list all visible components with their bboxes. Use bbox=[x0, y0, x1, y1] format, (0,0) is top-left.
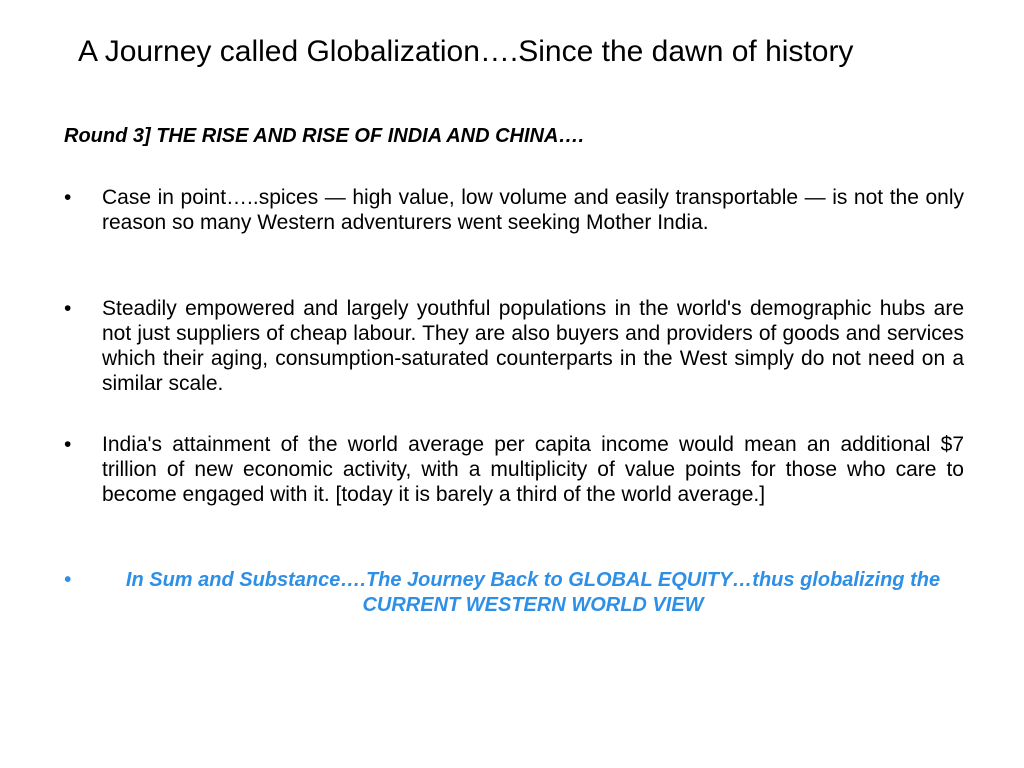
bullet-text-3: India's attainment of the world average per capita income would mean an additional $7 trillion of new economic activity, with a multiplicity of value points for those who care to become engaged with it. [today it is barely a third of the world average.] bbox=[102, 433, 964, 506]
bullet-text-2: Steadily empowered and largely youthful populations in the world's demographic hubs are not just suppliers of cheap labour. They are also buyers and providers of goods and services which their aging, consumption-saturated counterparts in the West simply do not need on a similar scale. bbox=[102, 297, 964, 395]
bullet-item-summary bbox=[64, 568, 964, 618]
summary-text: In Sum and Substance….The Journey Back to GLOBAL EQUITY…thus globalizing the CURRENT WESTERN WORLD VIEW bbox=[125, 569, 941, 616]
slide-subtitle: Round 3] THE RISE AND RISE OF INDIA AND CHINA…. bbox=[64, 125, 584, 147]
bullet-icon: • bbox=[64, 186, 72, 209]
bullet-item-3 bbox=[64, 432, 964, 507]
bullet-item-1 bbox=[64, 185, 964, 235]
bullet-item-2 bbox=[64, 296, 964, 396]
slide-title: A Journey called Globalization….Since the dawn of history bbox=[78, 35, 854, 68]
bullet-icon: • bbox=[64, 433, 72, 456]
bullet-text-1: Case in point…..spices — high value, low volume and easily transportable — is not the only reason so many Western adventurers went seeking Mother India. bbox=[102, 186, 964, 234]
bullet-icon: • bbox=[64, 569, 72, 591]
bullet-icon: • bbox=[64, 297, 72, 320]
